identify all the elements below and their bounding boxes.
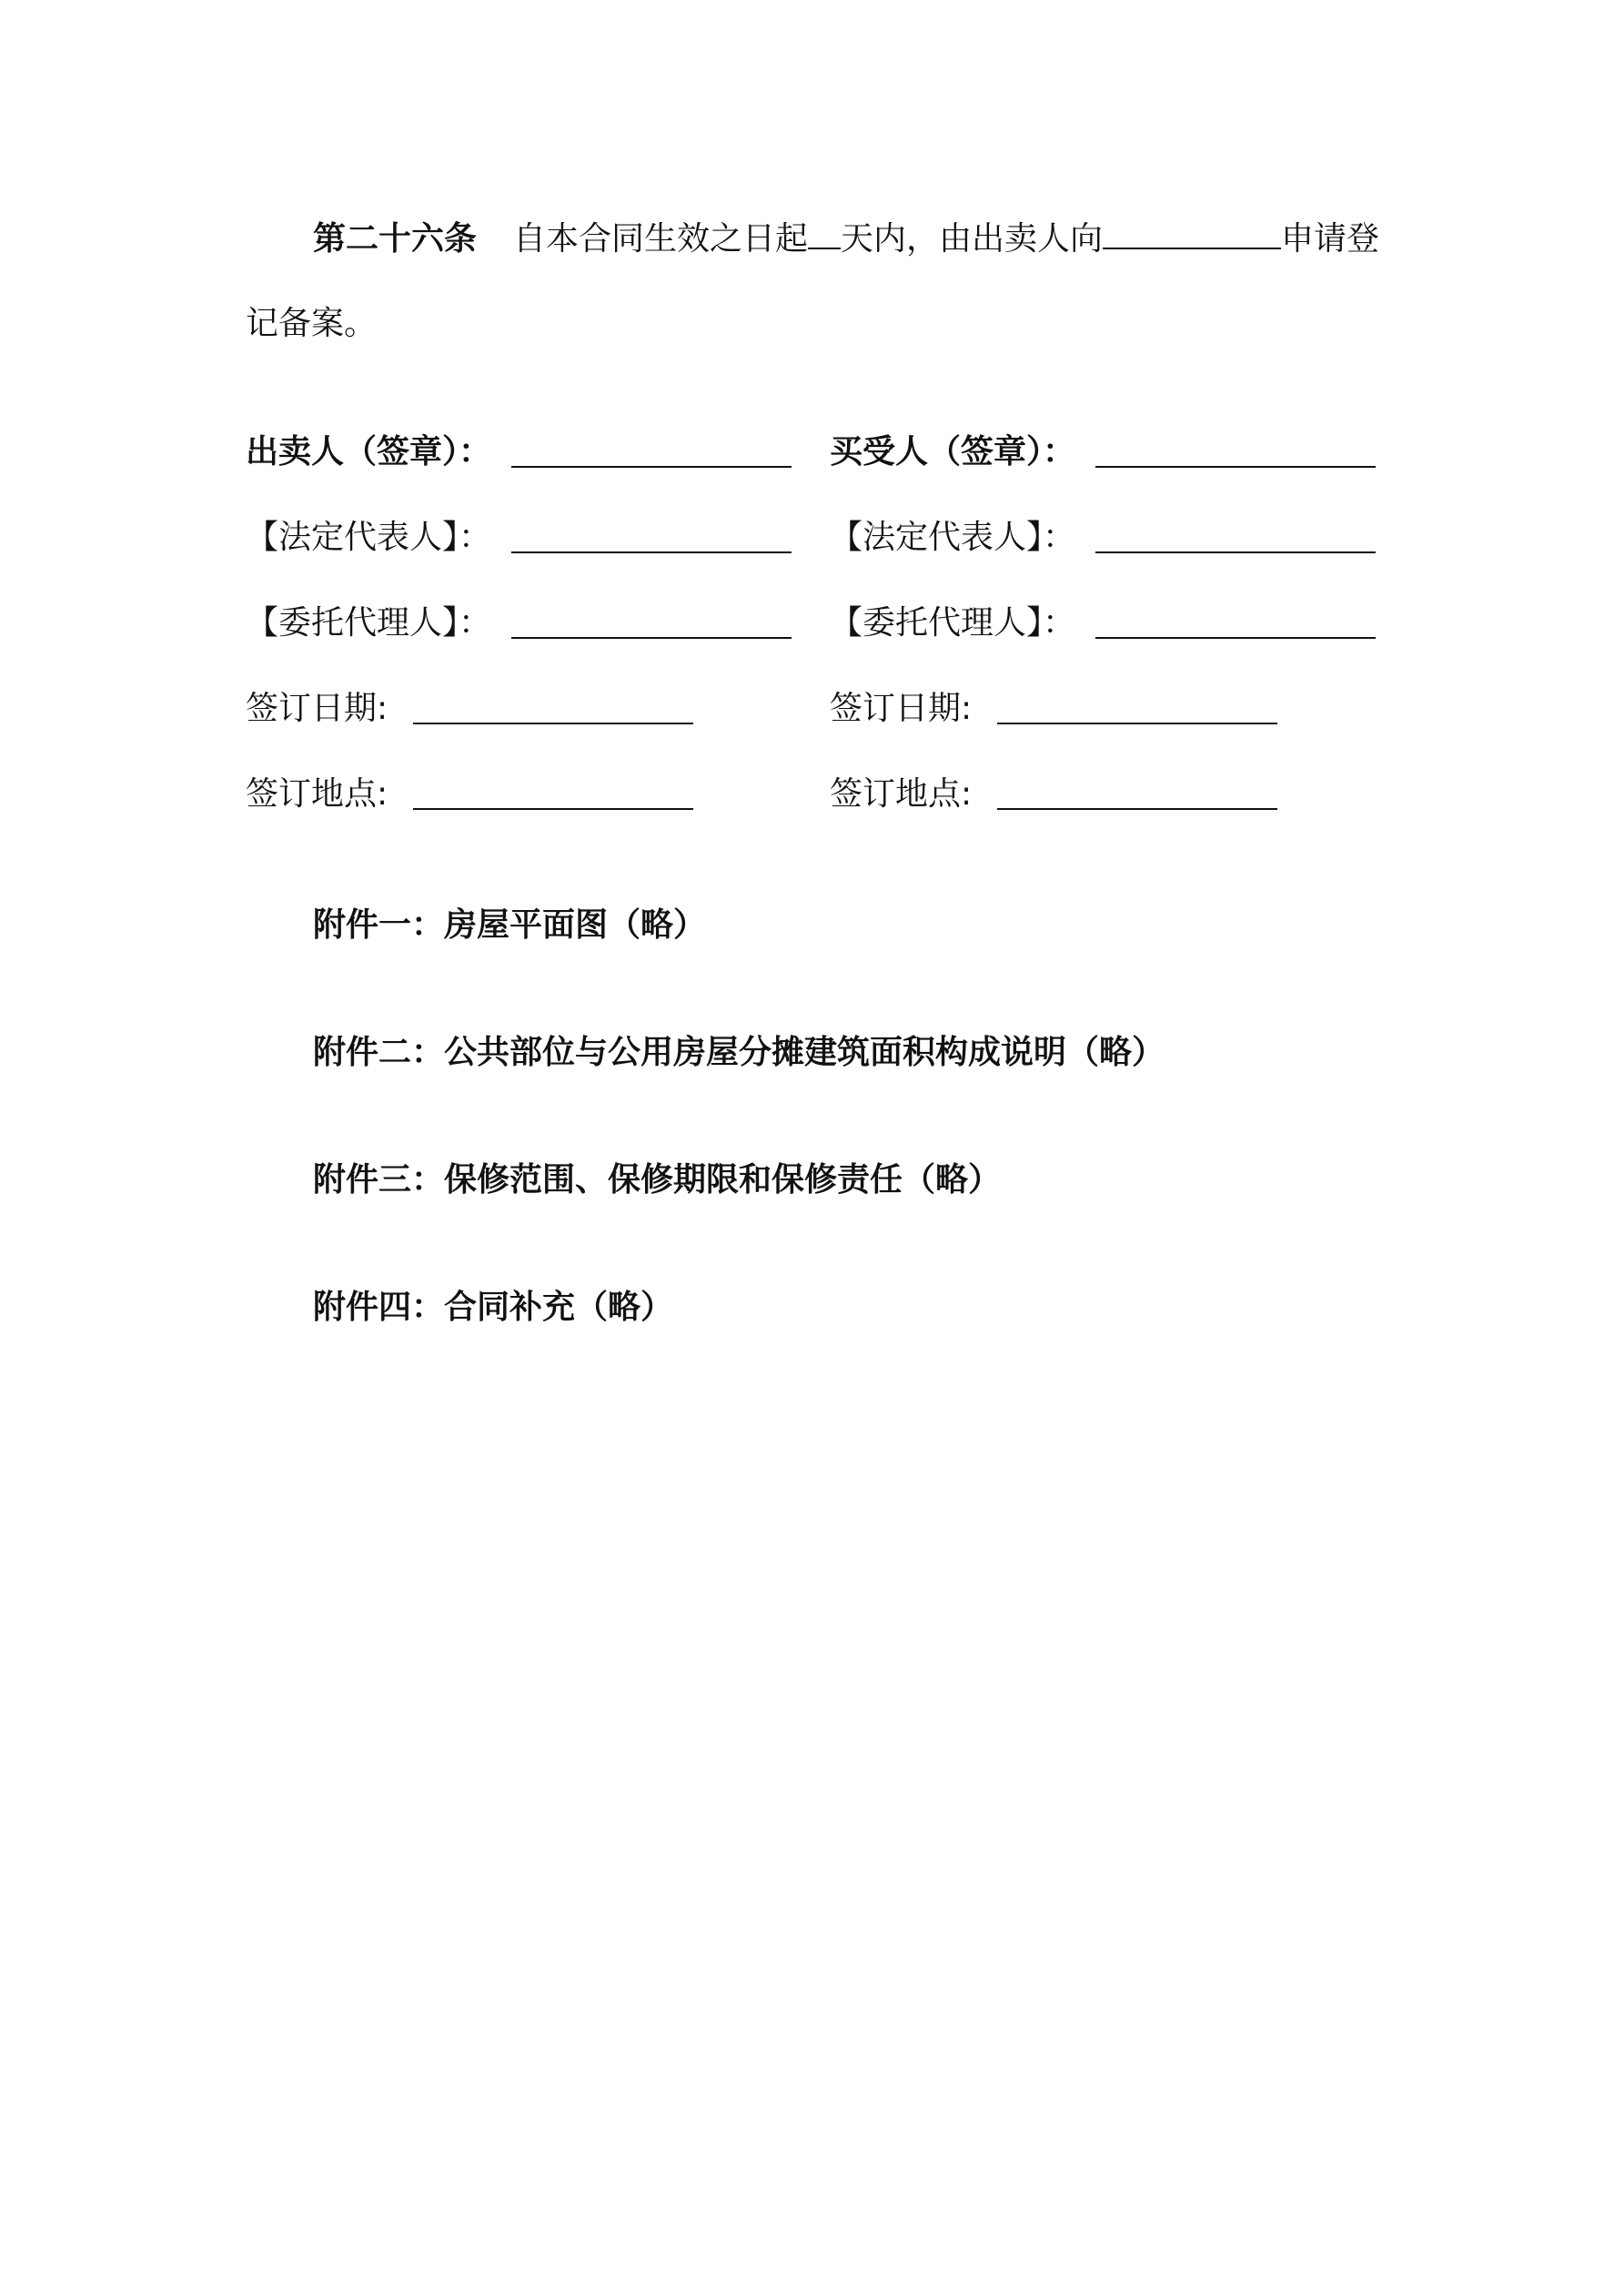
seller-agent-line[interactable] [511, 637, 792, 639]
article-26-line-2: 记备案。 [246, 305, 378, 342]
authority-blank[interactable] [1103, 222, 1281, 249]
buyer-place-line[interactable] [997, 808, 1277, 810]
seller-place-label: 签订地点: [246, 775, 388, 813]
seller-place-line[interactable] [413, 808, 693, 810]
seller-signature-line[interactable] [511, 466, 792, 468]
article-number: 第二十六条 [313, 220, 478, 258]
buyer-signature-row [830, 433, 1076, 470]
article-text-part-1: 自本合同生效之日起 [513, 220, 809, 258]
buyer-agent-row [830, 604, 1076, 642]
seller-legal-rep-row [246, 521, 491, 554]
seller-signature-label: 出卖人（签章）： [246, 433, 492, 470]
buyer-place-row [830, 775, 973, 813]
seller-agent-row [246, 604, 492, 642]
buyer-agent-line[interactable] [1095, 637, 1376, 639]
seller-date-row [246, 690, 388, 727]
article-26-line-1 [313, 222, 1379, 256]
article-text-part-2: 天内，由出卖人向 [841, 220, 1104, 258]
seller-agent-label: 【委托代理人】： [246, 604, 492, 642]
article-text-part-3: 申请登 [1281, 220, 1380, 258]
buyer-legal-rep-label: 【法定代表人】： [830, 519, 1076, 556]
buyer-signature-line[interactable] [1095, 466, 1376, 468]
buyer-place-label: 签订地点: [830, 775, 973, 813]
seller-legal-rep-label: 【法定代表人】： [246, 519, 492, 556]
attachment-1: 附件一：房屋平面图（略） [313, 906, 707, 944]
buyer-date-row [830, 690, 973, 727]
attachment-3: 附件三：保修范围、保修期限和保修责任（略） [313, 1161, 1002, 1199]
buyer-legal-rep-line[interactable] [1095, 551, 1376, 553]
seller-date-line[interactable] [413, 723, 693, 724]
buyer-date-label: 签订日期: [830, 690, 973, 727]
buyer-signature-label: 买受人（签章）： [830, 433, 1076, 470]
days-blank[interactable] [808, 222, 841, 249]
seller-legal-rep-line[interactable] [511, 551, 792, 553]
buyer-legal-rep-row [830, 521, 1075, 554]
buyer-agent-label: 【委托代理人】： [830, 604, 1076, 642]
seller-place-row [246, 775, 388, 813]
attachment-2: 附件二：公共部位与公用房屋分摊建筑面积构成说明（略） [313, 1034, 1165, 1071]
buyer-date-line[interactable] [997, 723, 1277, 724]
seller-signature-row [246, 433, 492, 470]
seller-date-label: 签订日期: [246, 690, 388, 727]
attachment-4: 附件四：合同补充（略） [313, 1289, 674, 1326]
